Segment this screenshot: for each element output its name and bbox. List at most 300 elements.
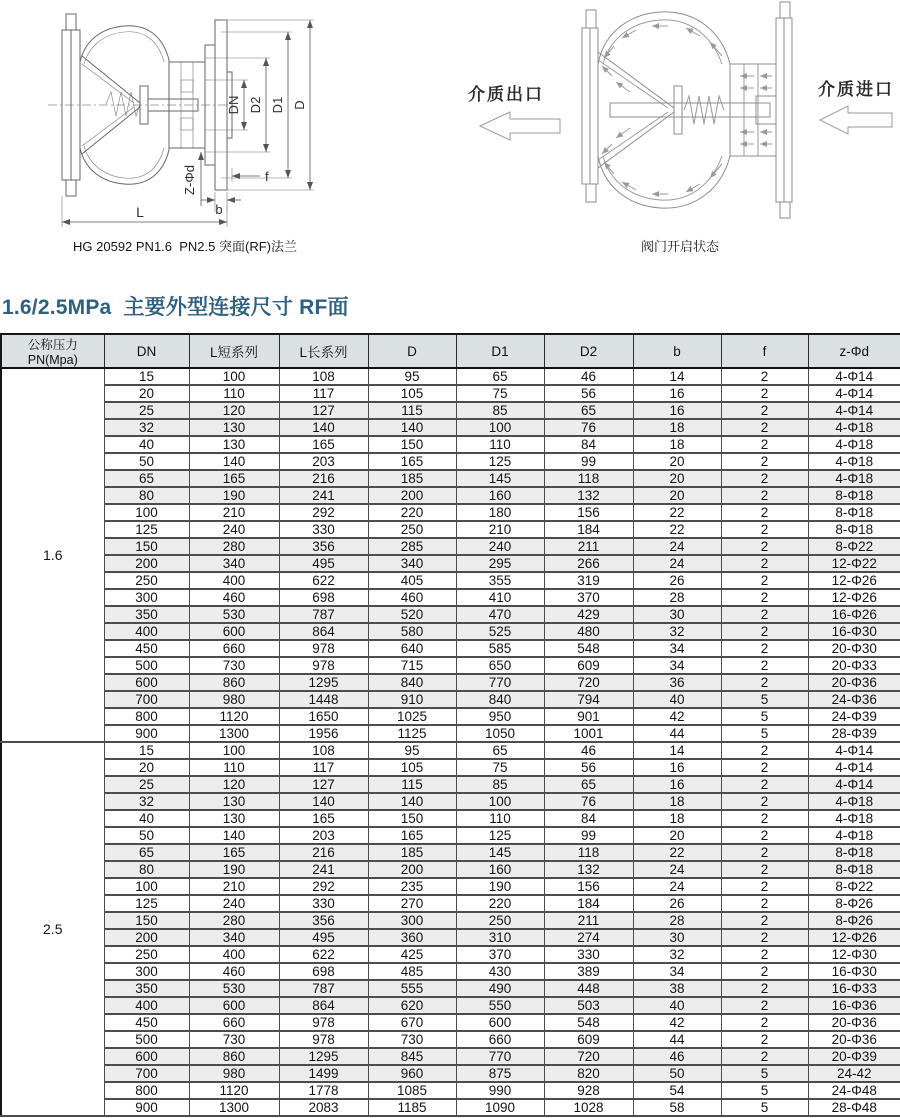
cell-b: 42 — [633, 1014, 721, 1031]
cell-l-long: 495 — [279, 929, 368, 946]
cell-d1: 180 — [456, 504, 544, 521]
cell-d1: 660 — [456, 1031, 544, 1048]
cell-f: 2 — [721, 538, 808, 555]
cell-f: 2 — [721, 368, 808, 385]
cell-d2: 319 — [544, 572, 633, 589]
cell-f: 2 — [721, 453, 808, 470]
cell-f: 5 — [721, 1099, 808, 1116]
col-header-pressure: 公称压力PN(Mpa) — [1, 334, 104, 368]
cell-d2: 65 — [544, 402, 633, 419]
cell-b: 18 — [633, 793, 721, 810]
cell-l-long: 622 — [279, 946, 368, 963]
cell-l-long: 241 — [279, 861, 368, 878]
cell-l-short: 130 — [189, 810, 279, 827]
cell-b: 42 — [633, 708, 721, 725]
cell-d2: 76 — [544, 793, 633, 810]
cell-d: 485 — [368, 963, 456, 980]
cell-dn: 25 — [104, 776, 189, 793]
cell-d: 285 — [368, 538, 456, 555]
cell-l-long: 1295 — [279, 1048, 368, 1065]
cell-d1: 470 — [456, 606, 544, 623]
cell-d2: 184 — [544, 895, 633, 912]
dim-label-d: D — [292, 100, 307, 110]
table-row — [1, 929, 900, 946]
cell-f: 2 — [721, 776, 808, 793]
cell-d2: 330 — [544, 946, 633, 963]
cell-d1: 210 — [456, 521, 544, 538]
cell-z-phi-d: 16-Φ33 — [808, 980, 900, 997]
cell-d1: 160 — [456, 487, 544, 504]
cell-l-short: 165 — [189, 470, 279, 487]
cell-l-short: 1300 — [189, 1099, 279, 1116]
cell-d2: 132 — [544, 861, 633, 878]
cell-l-long: 495 — [279, 555, 368, 572]
cell-f: 2 — [721, 997, 808, 1014]
cell-z-phi-d: 12-Φ26 — [808, 929, 900, 946]
cell-d1: 240 — [456, 538, 544, 555]
dim-label-d2: D2 — [248, 96, 263, 114]
extension-lines — [62, 20, 314, 227]
cell-dn: 100 — [104, 878, 189, 895]
cell-d2: 132 — [544, 487, 633, 504]
cell-l-short: 110 — [189, 385, 279, 402]
table-row — [1, 402, 900, 419]
cell-l-short: 530 — [189, 606, 279, 623]
cell-d: 910 — [368, 691, 456, 708]
cell-d1: 770 — [456, 674, 544, 691]
cell-l-long: 140 — [279, 793, 368, 810]
dim-label-z-phi-d: Z-Φd — [182, 165, 197, 195]
cell-b: 34 — [633, 657, 721, 674]
cell-l-short: 190 — [189, 487, 279, 504]
cell-b: 30 — [633, 606, 721, 623]
cell-dn: 32 — [104, 419, 189, 436]
inlet-flange — [730, 2, 792, 218]
cell-d1: 125 — [456, 453, 544, 470]
cell-d1: 250 — [456, 912, 544, 929]
cell-d: 140 — [368, 419, 456, 436]
cell-l-short: 730 — [189, 657, 279, 674]
cell-z-phi-d: 4-Φ18 — [808, 419, 900, 436]
cell-l-short: 600 — [189, 997, 279, 1014]
cell-z-phi-d: 4-Φ18 — [808, 436, 900, 453]
table-row — [1, 912, 900, 929]
cell-d1: 310 — [456, 929, 544, 946]
cell-d2: 794 — [544, 691, 633, 708]
cell-z-phi-d: 28-Φ48 — [808, 1099, 900, 1116]
cell-d: 250 — [368, 521, 456, 538]
cell-dn: 65 — [104, 470, 189, 487]
cell-d: 220 — [368, 504, 456, 521]
cell-dn: 50 — [104, 827, 189, 844]
cell-l-long: 117 — [279, 759, 368, 776]
cell-d2: 56 — [544, 759, 633, 776]
table-row — [1, 572, 900, 589]
cell-dn: 900 — [104, 1099, 189, 1116]
cell-f: 2 — [721, 929, 808, 946]
cell-f: 2 — [721, 385, 808, 402]
cell-f: 2 — [721, 572, 808, 589]
cell-dn: 250 — [104, 572, 189, 589]
cell-f: 2 — [721, 640, 808, 657]
dim-label-b: b — [215, 202, 223, 217]
cell-f: 5 — [721, 708, 808, 725]
cell-d: 425 — [368, 946, 456, 963]
cell-dn: 700 — [104, 691, 189, 708]
cell-d2: 901 — [544, 708, 633, 725]
cell-d: 580 — [368, 623, 456, 640]
cell-b: 34 — [633, 963, 721, 980]
cell-d1: 190 — [456, 878, 544, 895]
cell-d1: 1090 — [456, 1099, 544, 1116]
cell-d2: 370 — [544, 589, 633, 606]
cell-l-long: 1956 — [279, 725, 368, 742]
cell-d1: 370 — [456, 946, 544, 963]
cell-d2: 609 — [544, 1031, 633, 1048]
cell-d: 115 — [368, 776, 456, 793]
cell-d2: 448 — [544, 980, 633, 997]
cell-b: 22 — [633, 504, 721, 521]
cell-l-short: 130 — [189, 419, 279, 436]
cell-z-phi-d: 16-Φ30 — [808, 963, 900, 980]
cell-d2: 65 — [544, 776, 633, 793]
cell-l-long: 978 — [279, 1031, 368, 1048]
table-row — [1, 691, 900, 708]
table-row — [1, 674, 900, 691]
cell-d2: 548 — [544, 1014, 633, 1031]
cell-l-short: 140 — [189, 827, 279, 844]
cell-l-short: 460 — [189, 963, 279, 980]
cell-l-long: 978 — [279, 640, 368, 657]
cell-b: 24 — [633, 555, 721, 572]
cell-b: 44 — [633, 1031, 721, 1048]
cell-z-phi-d: 24-Φ39 — [808, 708, 900, 725]
cell-d1: 650 — [456, 657, 544, 674]
cell-d2: 609 — [544, 657, 633, 674]
cell-d: 620 — [368, 997, 456, 1014]
cell-f: 2 — [721, 980, 808, 997]
cell-d1: 990 — [456, 1082, 544, 1099]
cell-b: 26 — [633, 572, 721, 589]
cell-l-long: 1778 — [279, 1082, 368, 1099]
cell-b: 46 — [633, 1048, 721, 1065]
cell-d2: 46 — [544, 742, 633, 759]
cell-f: 2 — [721, 419, 808, 436]
flow-arrows — [602, 26, 772, 194]
cell-l-long: 978 — [279, 1014, 368, 1031]
dim-label-l: L — [136, 204, 144, 220]
cell-z-phi-d: 4-Φ18 — [808, 453, 900, 470]
table-row — [1, 861, 900, 878]
cell-dn: 200 — [104, 929, 189, 946]
valve-body-open — [598, 12, 776, 208]
cell-d: 840 — [368, 674, 456, 691]
table-row — [1, 504, 900, 521]
cell-dn: 32 — [104, 793, 189, 810]
cell-f: 2 — [721, 810, 808, 827]
cell-f: 2 — [721, 861, 808, 878]
cell-l-short: 660 — [189, 1014, 279, 1031]
cell-f: 2 — [721, 742, 808, 759]
cell-dn: 50 — [104, 453, 189, 470]
cell-f: 2 — [721, 504, 808, 521]
cell-dn: 125 — [104, 521, 189, 538]
cell-f: 2 — [721, 759, 808, 776]
cell-l-short: 210 — [189, 878, 279, 895]
cell-d: 460 — [368, 589, 456, 606]
table-row — [1, 470, 900, 487]
cell-z-phi-d: 8-Φ18 — [808, 504, 900, 521]
cell-b: 36 — [633, 674, 721, 691]
col-header-d2: D2 — [544, 334, 633, 368]
cell-z-phi-d: 8-Φ26 — [808, 895, 900, 912]
cell-f: 2 — [721, 623, 808, 640]
inlet-label: 介质进口 — [818, 80, 894, 99]
table-row — [1, 742, 900, 759]
cell-dn: 150 — [104, 912, 189, 929]
cell-d1: 295 — [456, 555, 544, 572]
cell-dn: 900 — [104, 725, 189, 742]
cell-l-short: 120 — [189, 776, 279, 793]
cell-dn: 40 — [104, 436, 189, 453]
cell-l-long: 978 — [279, 657, 368, 674]
cell-b: 30 — [633, 929, 721, 946]
cell-z-phi-d: 28-Φ39 — [808, 725, 900, 742]
cell-dn: 40 — [104, 810, 189, 827]
cell-l-short: 280 — [189, 538, 279, 555]
cell-d: 185 — [368, 470, 456, 487]
cell-dn: 250 — [104, 946, 189, 963]
cell-l-short: 860 — [189, 1048, 279, 1065]
cell-dn: 800 — [104, 708, 189, 725]
pressure-group-label: 1.6 — [1, 368, 104, 742]
cell-dn: 125 — [104, 895, 189, 912]
cell-dn: 80 — [104, 487, 189, 504]
cell-l-long: 864 — [279, 997, 368, 1014]
cell-dn: 150 — [104, 538, 189, 555]
cell-d1: 875 — [456, 1065, 544, 1082]
cell-d: 670 — [368, 1014, 456, 1031]
cell-dn: 700 — [104, 1065, 189, 1082]
cell-f: 2 — [721, 402, 808, 419]
cell-l-short: 210 — [189, 504, 279, 521]
cell-z-phi-d: 12-Φ30 — [808, 946, 900, 963]
figure-open-state-drawing — [460, 0, 900, 254]
cell-dn: 500 — [104, 1031, 189, 1048]
cell-z-phi-d: 12-Φ22 — [808, 555, 900, 572]
cell-d2: 1028 — [544, 1099, 633, 1116]
cell-z-phi-d: 20-Φ36 — [808, 1031, 900, 1048]
cell-b: 24 — [633, 878, 721, 895]
cell-d1: 950 — [456, 708, 544, 725]
cell-l-long: 330 — [279, 521, 368, 538]
cell-b: 32 — [633, 946, 721, 963]
cell-d2: 184 — [544, 521, 633, 538]
cell-d1: 125 — [456, 827, 544, 844]
cell-z-phi-d: 8-Φ26 — [808, 912, 900, 929]
spring — [106, 92, 140, 116]
cell-z-phi-d: 12-Φ26 — [808, 589, 900, 606]
cell-b: 20 — [633, 453, 721, 470]
cell-f: 2 — [721, 878, 808, 895]
cell-d: 555 — [368, 980, 456, 997]
cell-d2: 211 — [544, 538, 633, 555]
dim-label-f: f — [265, 169, 269, 184]
cell-d2: 266 — [544, 555, 633, 572]
outlet-flange — [582, 10, 598, 202]
cell-l-short: 980 — [189, 1065, 279, 1082]
cell-f: 2 — [721, 1014, 808, 1031]
cell-z-phi-d: 4-Φ18 — [808, 827, 900, 844]
table-row — [1, 436, 900, 453]
cell-d: 185 — [368, 844, 456, 861]
cell-d: 1125 — [368, 725, 456, 742]
cell-f: 2 — [721, 606, 808, 623]
cell-d1: 220 — [456, 895, 544, 912]
cell-dn: 450 — [104, 640, 189, 657]
cell-l-long: 108 — [279, 742, 368, 759]
cell-l-short: 190 — [189, 861, 279, 878]
cell-b: 16 — [633, 759, 721, 776]
cell-dn: 500 — [104, 657, 189, 674]
cell-z-phi-d: 4-Φ14 — [808, 776, 900, 793]
col-header-l-long: L长系列 — [279, 334, 368, 368]
cell-l-long: 140 — [279, 419, 368, 436]
cell-dn: 350 — [104, 980, 189, 997]
table-row — [1, 368, 900, 385]
cell-b: 50 — [633, 1065, 721, 1082]
cell-d2: 1001 — [544, 725, 633, 742]
cell-d: 960 — [368, 1065, 456, 1082]
cell-b: 18 — [633, 419, 721, 436]
cell-l-long: 241 — [279, 487, 368, 504]
cell-l-short: 130 — [189, 436, 279, 453]
cell-b: 22 — [633, 521, 721, 538]
valve-open-state-drawing — [460, 0, 900, 232]
cell-d: 340 — [368, 555, 456, 572]
cell-d: 105 — [368, 759, 456, 776]
col-header-l-short: L短系列 — [189, 334, 279, 368]
col-header-dn: DN — [104, 334, 189, 368]
cell-d: 105 — [368, 385, 456, 402]
cell-b: 20 — [633, 470, 721, 487]
cell-l-long: 127 — [279, 402, 368, 419]
cell-d2: 928 — [544, 1082, 633, 1099]
cell-z-phi-d: 4-Φ14 — [808, 742, 900, 759]
table-row — [1, 538, 900, 555]
cell-dn: 15 — [104, 742, 189, 759]
cell-d2: 118 — [544, 470, 633, 487]
cell-d2: 429 — [544, 606, 633, 623]
cell-l-short: 980 — [189, 691, 279, 708]
cell-l-short: 240 — [189, 521, 279, 538]
cell-l-long: 1295 — [279, 674, 368, 691]
table-row — [1, 1099, 900, 1116]
cell-l-long: 1448 — [279, 691, 368, 708]
cell-f: 5 — [721, 1065, 808, 1082]
cell-f: 2 — [721, 946, 808, 963]
cell-z-phi-d: 20-Φ33 — [808, 657, 900, 674]
col-header-d: D — [368, 334, 456, 368]
cell-d2: 118 — [544, 844, 633, 861]
cell-l-short: 130 — [189, 793, 279, 810]
col-header-z-phi-d: z-Φd — [808, 334, 900, 368]
cell-dn: 600 — [104, 1048, 189, 1065]
cell-l-long: 330 — [279, 895, 368, 912]
cell-d1: 65 — [456, 368, 544, 385]
cell-f: 5 — [721, 691, 808, 708]
cell-d1: 145 — [456, 844, 544, 861]
cell-dn: 350 — [104, 606, 189, 623]
cell-l-short: 1120 — [189, 1082, 279, 1099]
cell-d2: 503 — [544, 997, 633, 1014]
cell-z-phi-d: 4-Φ14 — [808, 759, 900, 776]
col-header-d1: D1 — [456, 334, 544, 368]
cell-b: 24 — [633, 861, 721, 878]
cell-b: 26 — [633, 895, 721, 912]
cell-b: 38 — [633, 980, 721, 997]
cell-d1: 85 — [456, 402, 544, 419]
cell-z-phi-d: 16-Φ30 — [808, 623, 900, 640]
cell-d: 150 — [368, 436, 456, 453]
cell-l-long: 165 — [279, 436, 368, 453]
cell-f: 2 — [721, 844, 808, 861]
cell-d2: 46 — [544, 368, 633, 385]
table-row — [1, 555, 900, 572]
cell-l-short: 860 — [189, 674, 279, 691]
cell-z-phi-d: 4-Φ18 — [808, 810, 900, 827]
outlet-arrow-icon — [480, 112, 560, 140]
cell-dn: 600 — [104, 674, 189, 691]
cell-dn: 300 — [104, 963, 189, 980]
cell-d1: 100 — [456, 793, 544, 810]
cell-l-long: 203 — [279, 827, 368, 844]
cell-d: 845 — [368, 1048, 456, 1065]
cell-d1: 600 — [456, 1014, 544, 1031]
cell-l-short: 100 — [189, 368, 279, 385]
cell-d1: 1050 — [456, 725, 544, 742]
cell-l-short: 460 — [189, 589, 279, 606]
cell-f: 2 — [721, 1048, 808, 1065]
cell-l-long: 356 — [279, 538, 368, 555]
cell-z-phi-d: 8-Φ22 — [808, 538, 900, 555]
pressure-group-label: 2.5 — [1, 742, 104, 1116]
cell-dn: 400 — [104, 623, 189, 640]
cell-l-short: 1120 — [189, 708, 279, 725]
cell-z-phi-d: 4-Φ18 — [808, 793, 900, 810]
cell-d: 165 — [368, 453, 456, 470]
cell-d: 715 — [368, 657, 456, 674]
table-row — [1, 878, 900, 895]
cell-z-phi-d: 20-Φ36 — [808, 1014, 900, 1031]
cell-d1: 85 — [456, 776, 544, 793]
table-row — [1, 759, 900, 776]
cell-d1: 430 — [456, 963, 544, 980]
cell-d2: 480 — [544, 623, 633, 640]
cell-f: 2 — [721, 589, 808, 606]
cell-d: 200 — [368, 487, 456, 504]
figure-dimension-drawing — [30, 0, 340, 254]
cell-f: 2 — [721, 827, 808, 844]
cell-l-short: 100 — [189, 742, 279, 759]
cell-l-short: 280 — [189, 912, 279, 929]
cell-l-short: 600 — [189, 623, 279, 640]
table-row — [1, 725, 900, 742]
cell-d1: 75 — [456, 385, 544, 402]
cell-l-long: 698 — [279, 963, 368, 980]
cell-dn: 300 — [104, 589, 189, 606]
cell-d1: 160 — [456, 861, 544, 878]
